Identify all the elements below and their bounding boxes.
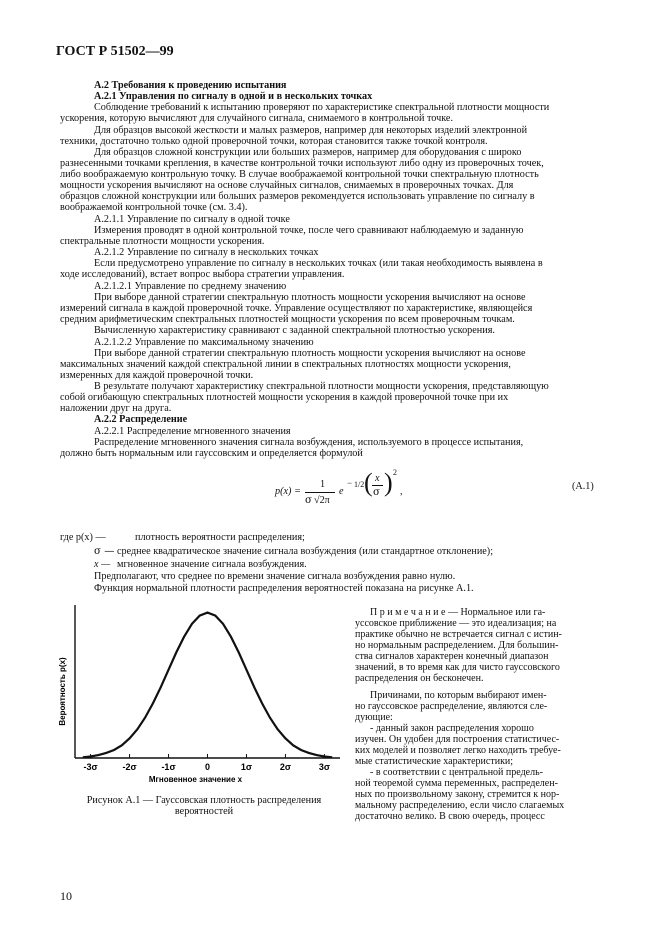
y-axis-label: Вероятность p(x): [58, 657, 67, 726]
def-desc-x: мгновенное значение сигнала возбуждения.: [117, 559, 307, 570]
figure-caption-line1: Рисунок А.1 — Гауссовская плотность распределения: [86, 795, 322, 806]
note-text-line: но нормальным распределением. Для большин-: [355, 640, 559, 651]
formula-den-root: √2π: [314, 495, 330, 506]
note-text-line: ной теоремой сумма переменных, распределен-: [355, 778, 558, 789]
body-text-line: ходе исследований), встает вопрос выбора стратегии управления.: [60, 269, 345, 280]
note-text-line: ных по произвольному закону, стремится к нор-: [355, 789, 560, 800]
x-tick-label: 1σ: [240, 762, 253, 772]
body-text-line: В результате получают характеристику спектральной плотности мощности ускорения, представляющую: [94, 381, 549, 392]
formula-power: 2: [393, 468, 397, 477]
body-text-line: Предполагают, что среднее по времени значение сигнала возбуждения равно нулю.: [94, 571, 456, 582]
body-text-line: измеренных для каждой проверочной точки.: [60, 370, 254, 381]
x-tick-label: -2σ: [122, 762, 137, 772]
formula-lhs: p(x) =: [275, 486, 301, 497]
def-desc-sigma: среднее квадратическое значение сигнала возбуждения (или стандартное отклонение);: [117, 546, 494, 557]
note-text-line: но гауссовское распределение, являются сле-: [355, 701, 548, 712]
page-number: 10: [60, 889, 72, 903]
formula-frac-bar: [372, 485, 383, 486]
body-text-line: наложении друг на друга.: [60, 403, 172, 414]
body-text-line: А.2 Требования к проведению испытания: [94, 80, 287, 91]
formula-number: (А.1): [572, 481, 594, 492]
note-text-line: распределения он бесконечен.: [355, 673, 484, 684]
body-text-line: разнесенными точками крепления, в качестве контрольной точки используют либо одну из проверочных точек,: [60, 158, 544, 169]
formula-exp-e: e: [339, 486, 344, 497]
body-text-line: Для образцов высокой жесткости и малых размеров, например для некоторых изделий электронной: [94, 125, 528, 136]
formula-comma: ,: [400, 486, 403, 497]
formula-den-sigma: σ: [305, 495, 312, 506]
x-tick-label: 2σ: [279, 762, 292, 772]
note-text-line: ства сигналов характерен конечный диапазон: [355, 651, 549, 662]
formula-numerator: 1: [320, 479, 326, 490]
note-text-line: - данный закон распределения хорошо: [370, 723, 534, 734]
def-term-px: где p(x) —: [60, 532, 106, 543]
body-text-line: При выборе данной стратегии спектральную плотность мощности ускорения вычисляют на основе: [94, 348, 526, 359]
body-text-line: максимальных значений каждой спектральной линии в спектральных плотностях мощности ускорения,: [60, 359, 511, 370]
note-text-line: изучен. Он удобен для построения статистичес-: [355, 734, 560, 745]
body-text-line: Измерения проводят в одной контрольной точке, после чего сравнивают наблюдаемую и заданную: [94, 225, 524, 236]
note-text-line: - в соответствии с центральной предель-: [370, 767, 543, 778]
formula-rparen: ): [384, 468, 393, 497]
body-text-line: Для образцов сложной конструкции или больших размеров, например для оборудования с широко: [94, 147, 522, 158]
body-text-line: Если предусмотрено управление по сигналу в нескольких точках (или такая необходимость выявлена в: [94, 258, 543, 269]
body-text-line: спектральные плотности мощности ускорения.: [60, 236, 265, 247]
def-term-sigma: σ —: [94, 546, 115, 557]
formula-lparen: (: [364, 468, 373, 497]
document-header: ГОСТ Р 51502—99: [56, 44, 174, 59]
formula-frac-sigma: σ: [373, 487, 380, 498]
note-text-line: уссовское приближение — это идеализация; на: [355, 618, 557, 629]
note-text-line: мые статистические характеристики;: [355, 756, 514, 767]
body-text-line: техники, достаточно только одной проверочной точки, которая становится также точкой контроля.: [60, 136, 488, 147]
body-text-line: А.2.2 Распределение: [94, 414, 188, 425]
formula-exp-minus: −: [347, 478, 353, 488]
body-text-line: образцов сложной конструкции или больших размеров рекомендуется использовать управление по сигналу в: [60, 191, 535, 202]
body-text-line: А.2.1.2 Управление по сигналу в нескольких точках: [94, 247, 319, 258]
body-text-line: должно быть нормальным или гауссовским и определяется формулой: [60, 448, 363, 459]
body-text-line: А.2.1.2.2 Управление по максимальному значению: [94, 337, 314, 348]
formula-exp-half: 1/2: [354, 480, 365, 489]
body-text-line: ускорения, которую вычисляют для случайного сигнала, снимаемого в контрольной точке.: [60, 113, 453, 124]
x-tick-label: 0: [204, 762, 211, 772]
gaussian-chart: [55, 600, 350, 785]
body-text-line: средним арифметическим спектральных плотностей мощности ускорения по всем проверочным точкам.: [60, 314, 515, 325]
figure-caption-line2: вероятностей: [174, 806, 234, 817]
note-text-line: Причинами, по которым выбирают имен-: [370, 690, 547, 701]
body-text-line: А.2.1.1 Управление по сигналу в одной точке: [94, 214, 290, 225]
x-tick-label: -1σ: [161, 762, 176, 772]
body-text-line: Распределение мгновенного значения сигнала возбуждения, используемого в процессе испытания,: [94, 437, 524, 448]
body-text-line: Функция нормальной плотности распределения вероятностей показана на рисунке А.1.: [94, 583, 474, 594]
note-text-line: дующие:: [355, 712, 393, 723]
body-text-line: измерений сигнала в каждой проверочной точке. Управление осуществляют по характеристике, являющейся: [60, 303, 533, 314]
series-line-gaussian: [83, 613, 332, 758]
body-text-line: Вычисленную характеристику сравнивают с заданной спектральной плотностью ускорения.: [94, 325, 495, 336]
body-text-line: А.2.1.2.1 Управление по среднему значению: [94, 281, 287, 292]
formula-fraction-bar: [305, 492, 335, 493]
body-text-line: собой огибающую спектральных плотностей мощности ускорения в каждой проверочной точке при их: [60, 392, 509, 403]
body-text-line: А.2.2.1 Распределение мгновенного значения: [94, 426, 291, 437]
note-text-line: П р и м е ч а н и е — Нормальное или га-: [370, 607, 546, 618]
note-text-line: мальному распределению, если число слагаемых: [355, 800, 565, 811]
body-text-line: Соблюдение требований к испытанию проверяют по характеристике спектральной плотности мощности: [94, 102, 550, 113]
body-text-line: При выборе данной стратегии спектральную плотность мощности ускорения вычисляют на основе: [94, 292, 526, 303]
x-axis-label: Мгновенное значение x: [148, 775, 243, 784]
note-text-line: практике обычно не встречается сигнал с истин-: [355, 629, 562, 640]
x-tick-label: -3σ: [83, 762, 98, 772]
body-text-line: А.2.1 Управления по сигналу в одной и в нескольких точках: [94, 91, 373, 102]
body-text-line: либо воображаемую контрольную точку. В случае воображаемой контрольной точки спектральную плотность: [60, 169, 539, 180]
body-text-line: мощности ускорения вычисляют на основе случайных сигналов, снимаемых в проверочных точках. Для: [60, 180, 514, 191]
note-text-line: достаточно велико. В свою очередь, процесс: [355, 811, 545, 822]
note-text-line: ких моделей и позволяет легко находить требуе-: [355, 745, 561, 756]
def-term-x: x —: [94, 559, 111, 570]
body-text-line: воображаемой контрольной точке (см. 3.4).: [60, 202, 248, 213]
formula-frac-x: x: [375, 473, 380, 484]
x-tick-label: 3σ: [318, 762, 330, 772]
note-text-line: значений, в то время как для чисто гауссовского: [355, 662, 560, 673]
def-desc-px: плотность вероятности распределения;: [135, 532, 305, 543]
